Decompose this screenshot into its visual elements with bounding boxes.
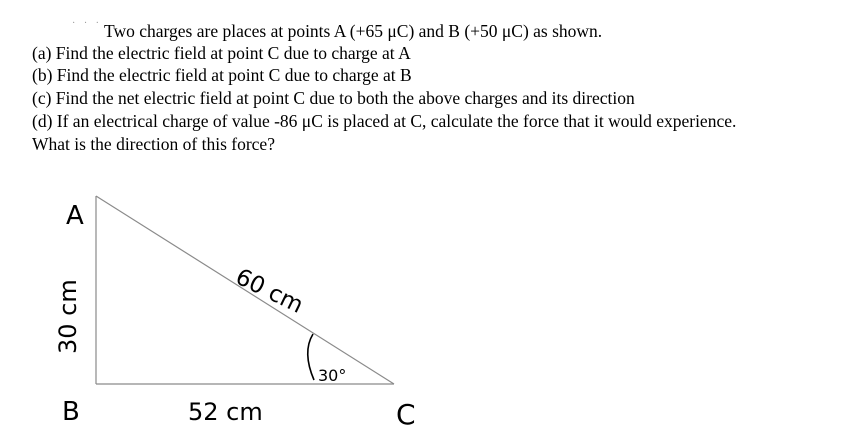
question-part-c: (c) Find the net electric field at point C due to both the above charges and its direction: [32, 88, 635, 108]
side-ab-label: 30 cm: [54, 279, 82, 354]
side-bc-label: 52 cm: [188, 398, 263, 426]
vertex-a-label: A: [66, 201, 84, 231]
question-part-d-continued: What is the direction of this force?: [32, 134, 275, 154]
vertex-c-label: C: [396, 398, 416, 431]
question-part-d: (d) If an electrical charge of value -86 μC is placed at C, calculate the force that it would experience.: [32, 111, 737, 131]
vertex-b-label: B: [62, 397, 80, 427]
question-part-a: (a) Find the electric field at point C due to charge at A: [32, 43, 411, 63]
angle-arc: [308, 334, 314, 380]
problem-statement: [0, 0, 844, 170]
scan-artifact-dots: · · ·: [72, 18, 102, 29]
question-part-b: (b) Find the electric field at point C due to charge at B: [32, 65, 412, 85]
triangle-diagram: [0, 180, 460, 442]
problem-intro: Two charges are places at points A (+65 μC) and B (+50 μC) as shown.: [104, 21, 603, 41]
angle-c-label: 30°: [318, 366, 347, 385]
side-ac-label: 60 cm: [231, 264, 308, 319]
